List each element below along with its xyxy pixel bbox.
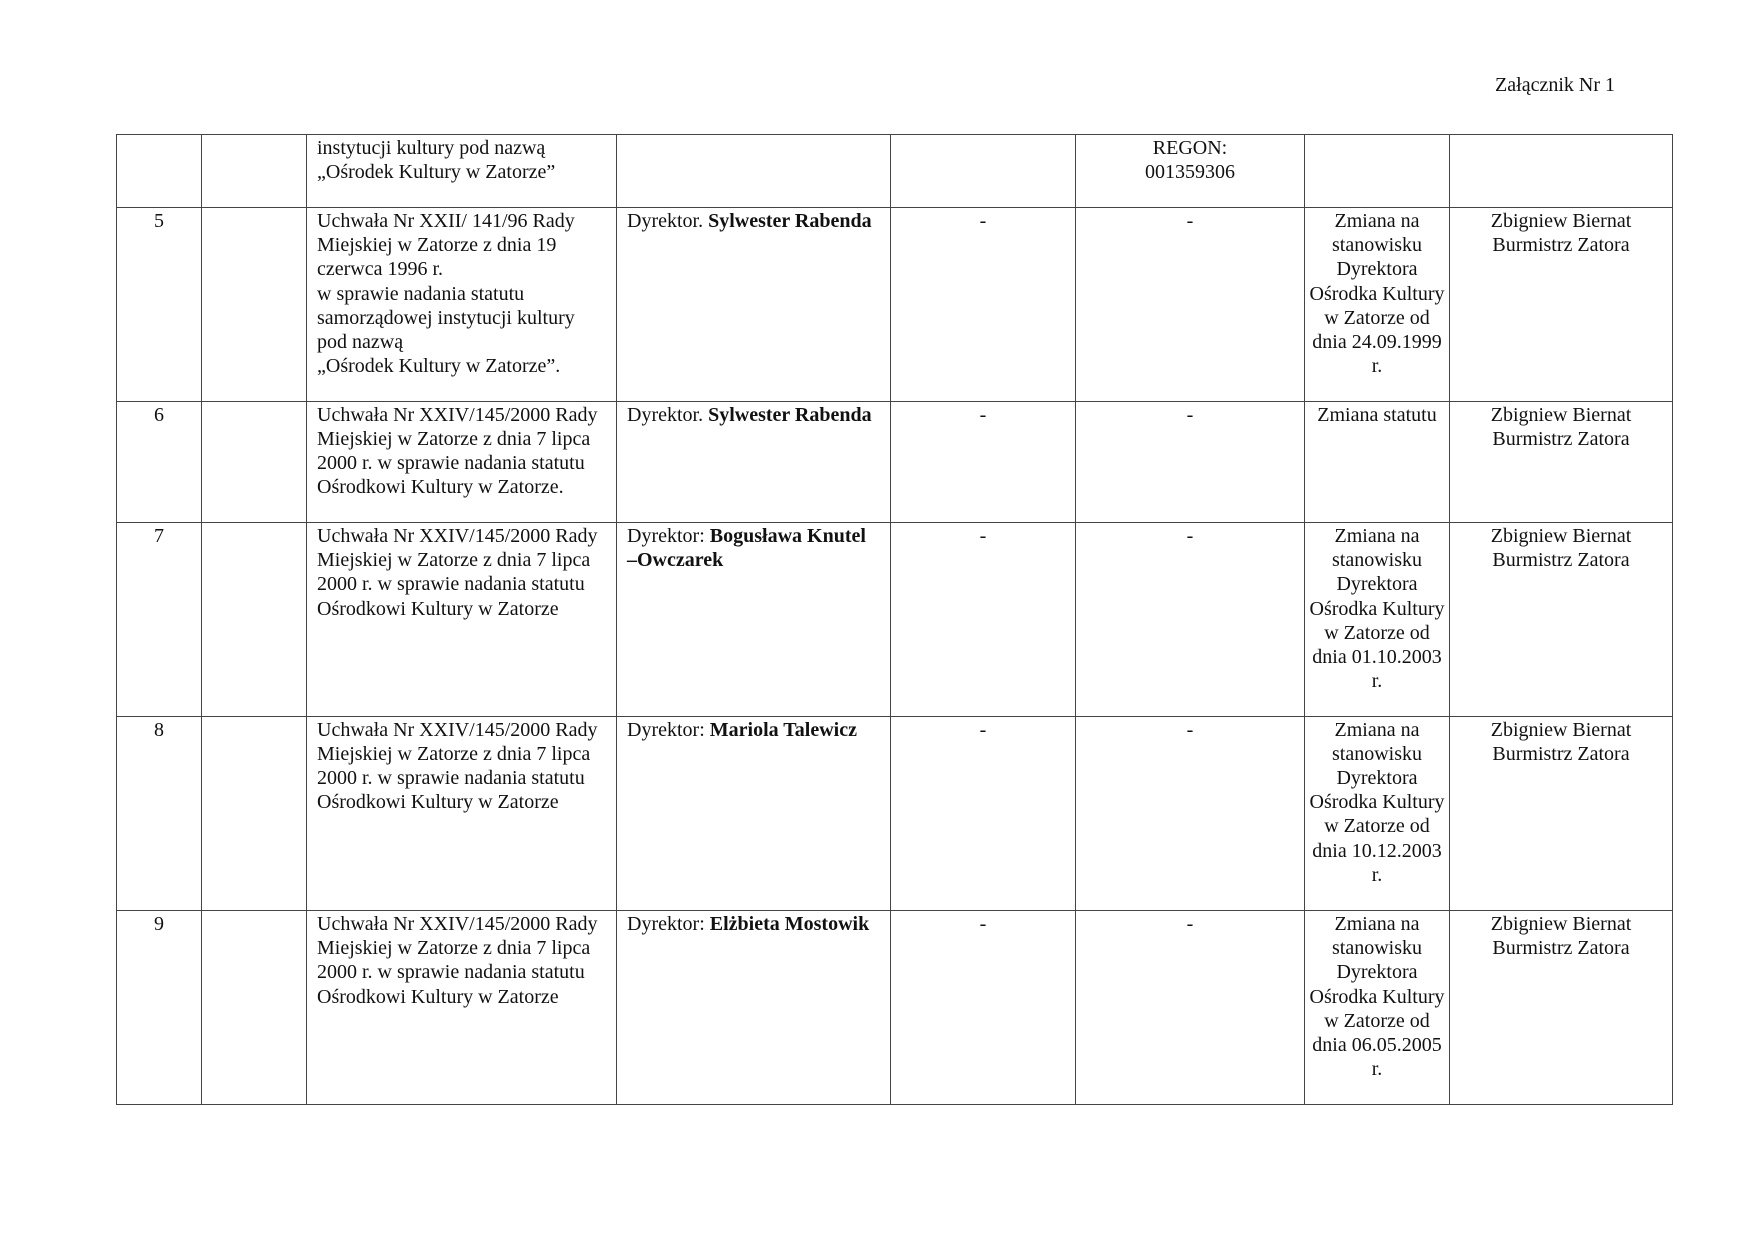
director-prefix: Dyrektor. bbox=[627, 210, 709, 232]
table-row bbox=[117, 401, 1673, 523]
cell-col6: - bbox=[1076, 523, 1305, 717]
director-name: Sylwester Rabenda bbox=[708, 403, 872, 426]
cell-resolution: instytucji kultury pod nazwą „Ośrodek Kultury w Zatorze” bbox=[307, 135, 617, 208]
cell-signer: Zbigniew Biernat Burmistrz Zatora bbox=[1450, 523, 1673, 717]
cell-signer: Zbigniew Biernat Burmistrz Zatora bbox=[1450, 911, 1673, 1105]
cell-resolution: Uchwała Nr XXIV/145/2000 Rady Miejskiej w Zatorze z dnia 7 lipca 2000 r. w sprawie nadania statutu Ośrodkowi Kultury w Zatorze bbox=[307, 523, 617, 717]
cell-no: 8 bbox=[117, 716, 202, 911]
director-prefix: Dyrektor: bbox=[627, 913, 710, 935]
cell-signer bbox=[1450, 135, 1673, 208]
cell-col5: - bbox=[891, 911, 1076, 1105]
cell-director bbox=[617, 401, 891, 523]
cell-director bbox=[617, 208, 891, 402]
cell-signer: Zbigniew Biernat Burmistrz Zatora bbox=[1450, 401, 1673, 523]
cell-resolution: Uchwała Nr XXII/ 141/96 Rady Miejskiej w Zatorze z dnia 19 czerwca 1996 r. w sprawie nadania statutu samorządowej instytucji kultury pod nazwą „Ośrodek Kultury w Zatorze”. bbox=[307, 208, 617, 402]
cell-signer: Zbigniew Biernat Burmistrz Zatora bbox=[1450, 716, 1673, 911]
cell-change bbox=[1305, 135, 1450, 208]
director-name: Elżbieta Mostowik bbox=[709, 913, 870, 935]
cell-director bbox=[617, 135, 891, 208]
director-name: Sylwester Rabenda bbox=[708, 210, 872, 232]
director-prefix: Dyrektor. bbox=[627, 403, 709, 426]
cell-director bbox=[617, 523, 891, 717]
director-name: Bogusława Knutel –Owczarek bbox=[627, 525, 866, 572]
cell-empty bbox=[202, 401, 307, 523]
cell-col5: - bbox=[891, 401, 1076, 523]
cell-change: Zmiana na stanowisku Dyrektora Ośrodka Kultury w Zatorze od dnia 01.10.2003 r. bbox=[1305, 523, 1450, 717]
cell-col6: - bbox=[1076, 208, 1305, 402]
cell-col5: - bbox=[891, 523, 1076, 717]
cell-col6: - bbox=[1076, 911, 1305, 1105]
table-row bbox=[117, 523, 1673, 717]
cell-empty bbox=[202, 716, 307, 911]
cell-empty bbox=[202, 208, 307, 402]
cell-director bbox=[617, 911, 891, 1105]
cell-regon: REGON: 001359306 bbox=[1076, 135, 1305, 208]
table-row bbox=[117, 208, 1673, 402]
cell-col5 bbox=[891, 135, 1076, 208]
cell-change: Zmiana na stanowisku Dyrektora Ośrodka Kultury w Zatorze od dnia 24.09.1999 r. bbox=[1305, 208, 1450, 402]
annex-label: Załącznik Nr 1 bbox=[1495, 74, 1615, 96]
cell-no bbox=[117, 135, 202, 208]
cell-col5: - bbox=[891, 208, 1076, 402]
cell-change: Zmiana statutu bbox=[1305, 401, 1450, 523]
cell-change: Zmiana na stanowisku Dyrektora Ośrodka Kultury w Zatorze od dnia 06.05.2005 r. bbox=[1305, 911, 1450, 1105]
cell-director bbox=[617, 716, 891, 911]
cell-empty bbox=[202, 911, 307, 1105]
register-table bbox=[116, 134, 1673, 1105]
director-prefix: Dyrektor: bbox=[627, 525, 710, 547]
cell-empty bbox=[202, 135, 307, 208]
cell-no: 6 bbox=[117, 401, 202, 523]
cell-resolution: Uchwała Nr XXIV/145/2000 Rady Miejskiej w Zatorze z dnia 7 lipca 2000 r. w sprawie nadania statutu Ośrodkowi Kultury w Zatorze. bbox=[307, 401, 617, 523]
cell-resolution: Uchwała Nr XXIV/145/2000 Rady Miejskiej w Zatorze z dnia 7 lipca 2000 r. w sprawie nadania statutu Ośrodkowi Kultury w Zatorze bbox=[307, 911, 617, 1105]
cell-col6: - bbox=[1076, 716, 1305, 911]
cell-resolution: Uchwała Nr XXIV/145/2000 Rady Miejskiej w Zatorze z dnia 7 lipca 2000 r. w sprawie nadania statutu Ośrodkowi Kultury w Zatorze bbox=[307, 716, 617, 911]
cell-col6: - bbox=[1076, 401, 1305, 523]
cell-no: 9 bbox=[117, 911, 202, 1105]
cell-empty bbox=[202, 523, 307, 717]
director-prefix: Dyrektor: bbox=[627, 718, 710, 741]
cell-col5: - bbox=[891, 716, 1076, 911]
table-row bbox=[117, 911, 1673, 1105]
director-name: Mariola Talewicz bbox=[709, 718, 857, 741]
cell-signer: Zbigniew Biernat Burmistrz Zatora bbox=[1450, 208, 1673, 402]
cell-no: 5 bbox=[117, 208, 202, 402]
table-row-continuation bbox=[117, 135, 1673, 208]
cell-no: 7 bbox=[117, 523, 202, 717]
table-row bbox=[117, 716, 1673, 911]
cell-change: Zmiana na stanowisku Dyrektora Ośrodka Kultury w Zatorze od dnia 10.12.2003 r. bbox=[1305, 716, 1450, 911]
